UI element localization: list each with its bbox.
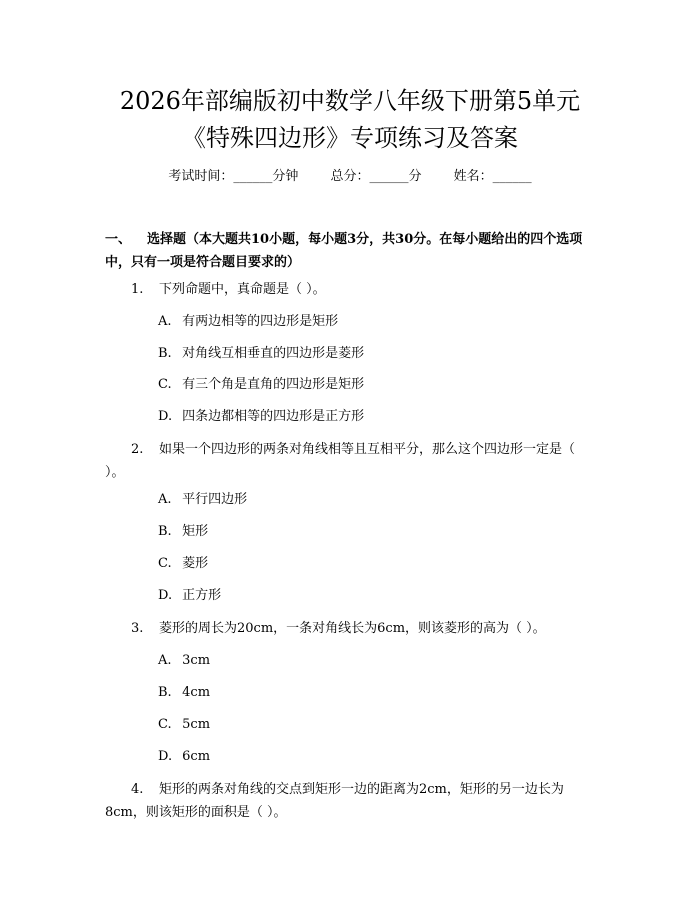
- option-letter: B.: [158, 685, 172, 700]
- option-text: 四条边都相等的四边形是正方形: [182, 409, 365, 424]
- question-3-option-c: [158, 715, 210, 735]
- option-text: 正方形: [182, 588, 222, 603]
- question-1-option-d: [158, 407, 364, 427]
- option-letter: D.: [158, 588, 173, 603]
- question-number: 4.: [131, 782, 144, 797]
- question-text: 如果一个四边形的两条对角线相等且互相平分，那么这个四边形一定是（ ）。: [105, 442, 576, 480]
- option-text: 菱形: [182, 556, 209, 571]
- section-heading: [105, 228, 605, 274]
- question-1-option-a: [158, 312, 338, 332]
- option-letter: B.: [158, 524, 172, 539]
- question-number: 3.: [131, 621, 144, 636]
- question-2-option-c: [158, 554, 208, 574]
- option-letter: D.: [158, 749, 173, 764]
- option-text: 5cm: [182, 717, 211, 732]
- question-1: [105, 278, 595, 301]
- option-text: 矩形: [182, 524, 209, 539]
- option-text: 4cm: [182, 685, 211, 700]
- option-text: 3cm: [182, 653, 211, 668]
- option-letter: C.: [158, 717, 172, 732]
- option-letter: A.: [158, 314, 172, 329]
- exam-score-field: 总分：______分: [330, 169, 422, 184]
- page-title-line-2: 《特殊四边形》专项练习及答案: [182, 124, 518, 152]
- page-title-line-1: 2026年部编版初中数学八年级下册第5单元: [119, 87, 581, 115]
- exam-info: [0, 167, 700, 187]
- option-letter: A.: [158, 653, 172, 668]
- option-letter: C.: [158, 377, 172, 392]
- question-text: 矩形的两条对角线的交点到矩形一边的距离为2cm，矩形的另一边长为8cm，则该矩形的面积是（ ）。: [105, 782, 564, 820]
- question-2: [105, 438, 595, 484]
- option-letter: A.: [158, 492, 172, 507]
- question-number: 1.: [131, 282, 144, 297]
- option-letter: B.: [158, 346, 172, 361]
- option-text: 有三个角是直角的四边形是矩形: [182, 377, 365, 392]
- question-2-option-a: [158, 490, 247, 510]
- option-text: 有两边相等的四边形是矩形: [182, 314, 339, 329]
- option-text: 6cm: [182, 749, 211, 764]
- option-text: 平行四边形: [182, 492, 248, 507]
- question-text: 菱形的周长为20cm，一条对角线长为6cm，则该菱形的高为（ ）。: [159, 621, 546, 636]
- question-3: [105, 617, 595, 640]
- question-2-option-d: [158, 586, 221, 606]
- question-1-option-c: [158, 375, 364, 395]
- question-2-option-b: [158, 522, 208, 542]
- question-3-option-b: [158, 683, 210, 703]
- exam-time-field: 考试时间：______分钟: [168, 169, 299, 184]
- question-number: 2.: [131, 442, 144, 457]
- question-1-option-b: [158, 344, 364, 364]
- question-3-option-d: [158, 747, 210, 767]
- option-letter: D.: [158, 409, 173, 424]
- option-letter: C.: [158, 556, 172, 571]
- question-4: [105, 778, 595, 824]
- section-number: 一、: [105, 232, 132, 247]
- question-3-option-a: [158, 651, 210, 671]
- exam-name-field: 姓名：______: [453, 169, 532, 184]
- question-text: 下列命题中，真命题是（ ）。: [159, 282, 326, 297]
- option-text: 对角线互相垂直的四边形是菱形: [182, 346, 365, 361]
- section-instructions: 选择题（本大题共10小题，每小题3分，共30分。在每小题给出的四个选项中，只有一项是符合题目要求的）: [105, 232, 583, 270]
